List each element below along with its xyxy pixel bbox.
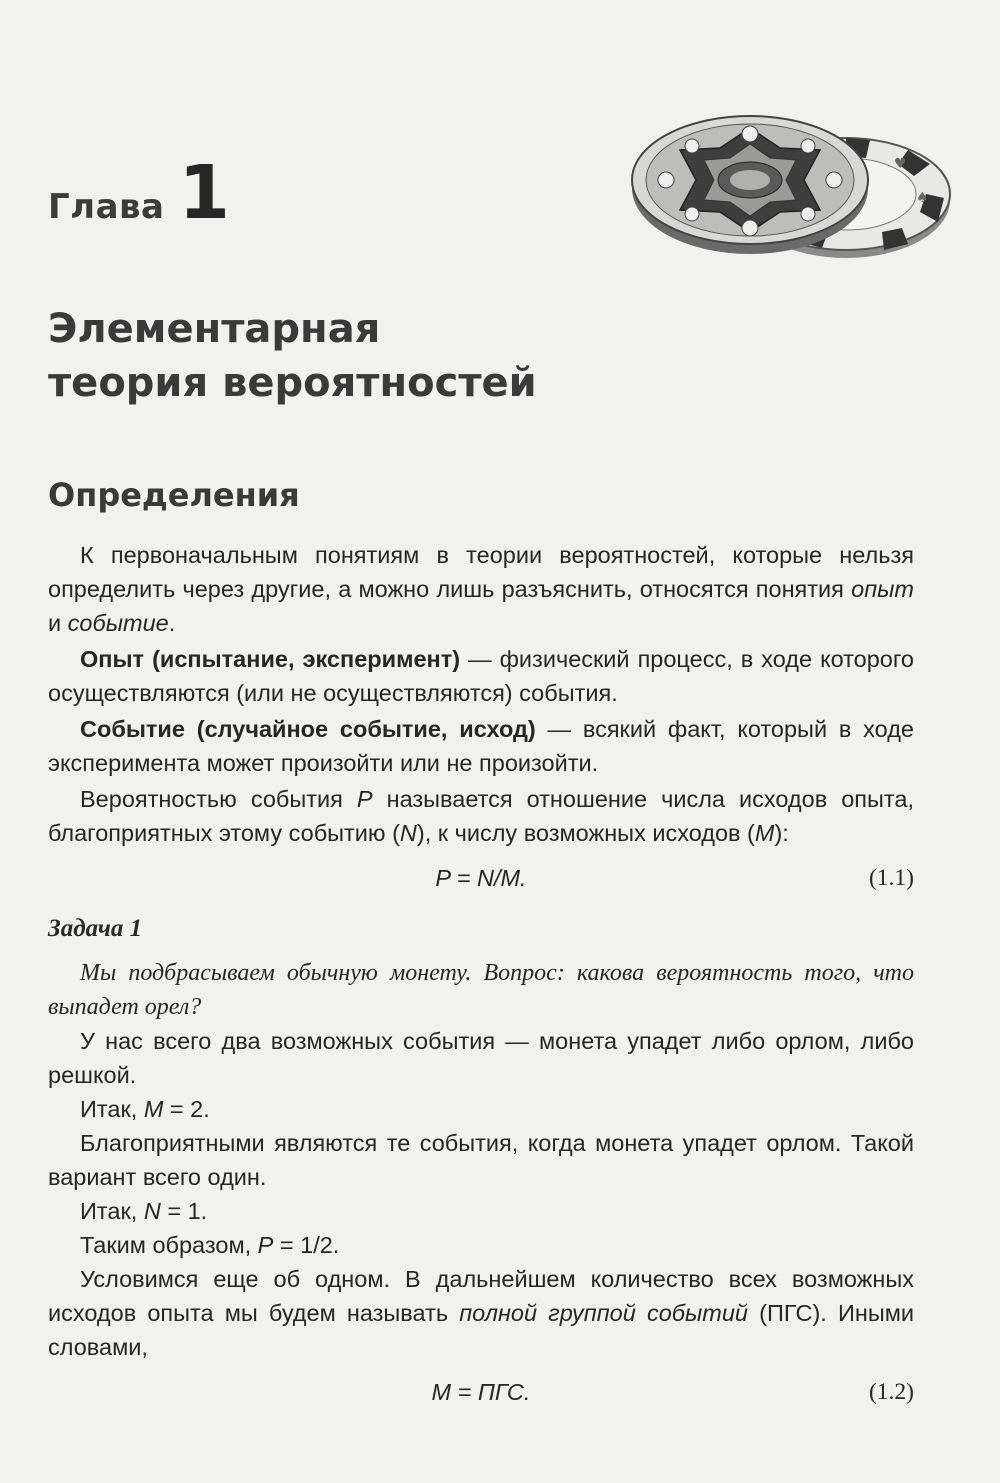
chapter-title-line2: теория вероятностей	[48, 360, 537, 406]
paragraph-event-definition: Событие (случайное событие, исход) — всякий факт, который в ходе эксперимента может произойти или не произойти.	[48, 716, 914, 776]
equation-number: (1.1)	[868, 865, 914, 891]
term-full-group: полной группой событий	[459, 1300, 748, 1326]
chapter-label: Глава	[48, 187, 165, 227]
definition-term: Событие (случайное событие, исход)	[80, 716, 536, 742]
task-solution-line: У нас всего два возможных события — монета упадет либо орлом, либо решкой.	[48, 1028, 914, 1088]
paragraph-full-group: Условимся еще об одном. В дальнейшем количество всех возможных исходов опыта мы будем называть полной группой событий (ПГС). Иными словами,	[48, 1266, 915, 1360]
equation-number: (1.2)	[868, 1379, 914, 1405]
formula-expression: M = ПГС.	[431, 1379, 531, 1405]
poker-chips-illustration	[608, 98, 968, 278]
formula-1-2	[48, 1364, 914, 1420]
task-solution-line: Благоприятными являются те события, когда монета упадет орлом. Такой вариант всего один.	[48, 1130, 914, 1190]
chapter-number: 1	[178, 150, 230, 236]
chapter-heading	[48, 150, 230, 236]
task-title: Задача 1	[48, 915, 143, 942]
term-event: событие	[67, 610, 169, 636]
task-solution-line: Итак, M = 2.	[80, 1096, 210, 1122]
chapter-title-line1: Элементарная	[48, 306, 381, 352]
chapter-title	[48, 302, 537, 410]
svg-text:♠: ♠	[916, 190, 929, 206]
formula-1-1	[48, 850, 914, 906]
term-experiment: опыт	[851, 576, 914, 602]
task-solution-line: Таким образом, P = 1/2.	[80, 1232, 340, 1258]
paragraph-probability-definition: Вероятностью события P называется отношение числа исходов опыта, благоприятных этому событию (N), к числу возможных исходов (M):	[48, 786, 914, 846]
svg-text:♥: ♥	[894, 156, 907, 172]
definition-term: Опыт (испытание, эксперимент)	[80, 646, 461, 672]
task-solution-line: Итак, N = 1.	[80, 1198, 208, 1224]
formula-expression: P = N/M.	[435, 865, 527, 891]
body-text	[48, 538, 914, 1420]
front-chip	[632, 116, 868, 254]
paragraph-experiment-definition: Опыт (испытание, эксперимент) — физический процесс, в ходе которого осуществляются (или не осуществляются) события.	[48, 646, 914, 706]
paragraph-intro: К первоначальным понятиям в теории вероятностей, которые нельзя определить через другие, а можно лишь разъяснить, относятся понятия опыт и событие.	[48, 542, 914, 636]
task-statement: Мы подбрасываем обычную монету. Вопрос: какова вероятность того, что выпадет орел?	[48, 960, 914, 1020]
section-title: Определения	[48, 476, 300, 514]
